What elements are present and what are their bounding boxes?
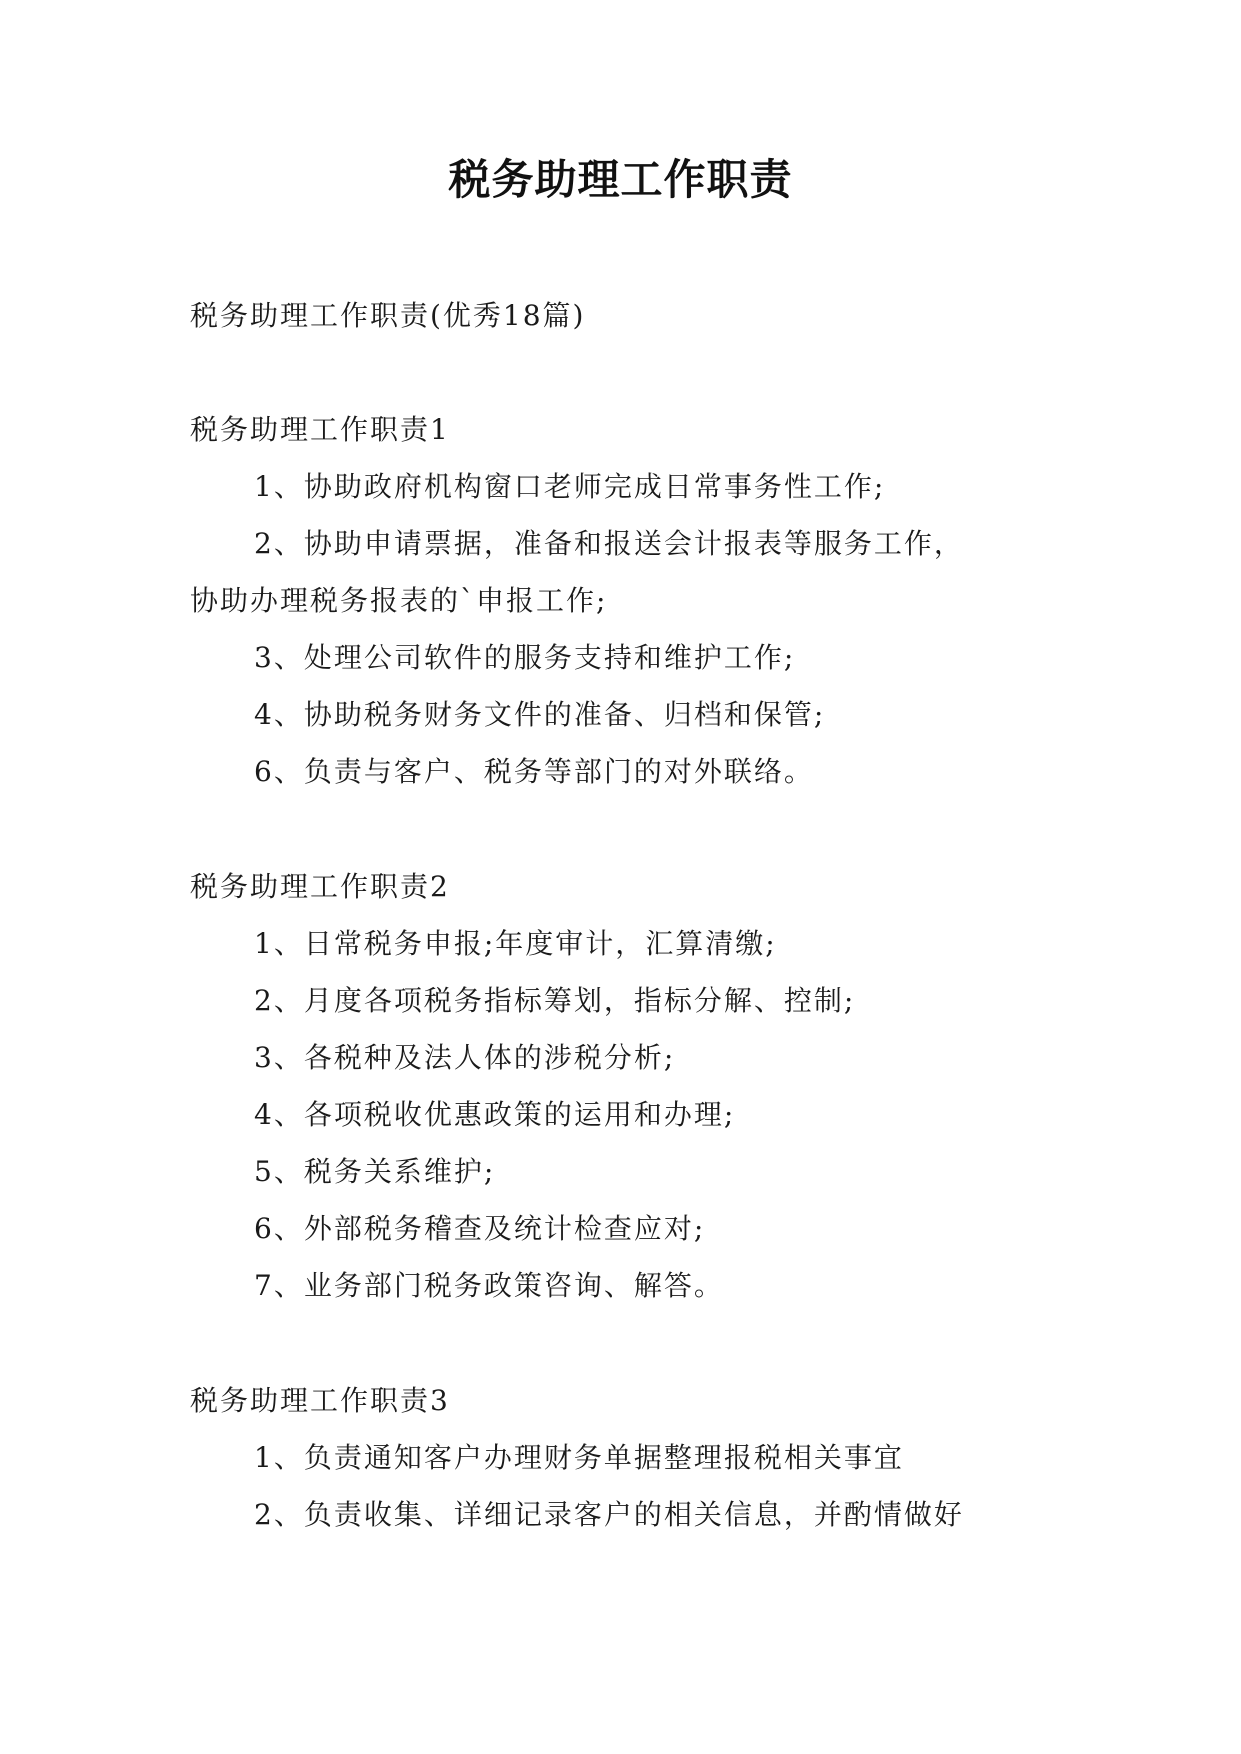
section-2-item: 5、税务关系维护; <box>254 1155 496 1188</box>
document-subtitle: 税务助理工作职责(优秀18篇) <box>190 299 586 332</box>
section-1-item: 6、负责与客户、税务等部门的对外联络。 <box>254 755 814 788</box>
section-1-item: 2、协助申请票据，准备和报送会计报表等服务工作， <box>254 527 964 560</box>
section-2-item: 7、业务部门税务政策咨询、解答。 <box>254 1269 724 1302</box>
section-3-item: 2、负责收集、详细记录客户的相关信息，并酌情做好 <box>254 1498 964 1531</box>
section-1-item: 1、协助政府机构窗口老师完成日常事务性工作; <box>254 470 886 503</box>
section-1-item: 3、处理公司软件的服务支持和维护工作; <box>254 641 796 674</box>
section-1-item-continuation: 协助办理税务报表的`申报工作; <box>190 584 608 617</box>
section-2-item: 4、各项税收优惠政策的运用和办理; <box>254 1098 736 1131</box>
section-2-item: 3、各税种及法人体的涉税分析; <box>254 1041 676 1074</box>
section-1-item: 4、协助税务财务文件的准备、归档和保管; <box>254 698 826 731</box>
section-heading-2: 税务助理工作职责2 <box>190 870 450 903</box>
section-2-item: 6、外部税务稽查及统计检查应对; <box>254 1212 706 1245</box>
section-2-item: 1、日常税务申报;年度审计，汇算清缴; <box>254 927 777 960</box>
section-heading-3: 税务助理工作职责3 <box>190 1384 450 1417</box>
section-3-item: 1、负责通知客户办理财务单据整理报税相关事宜 <box>254 1441 904 1474</box>
section-2-item: 2、月度各项税务指标筹划，指标分解、控制; <box>254 984 856 1017</box>
section-heading-1: 税务助理工作职责1 <box>190 413 450 446</box>
document-title: 税务助理工作职责 <box>448 155 793 204</box>
